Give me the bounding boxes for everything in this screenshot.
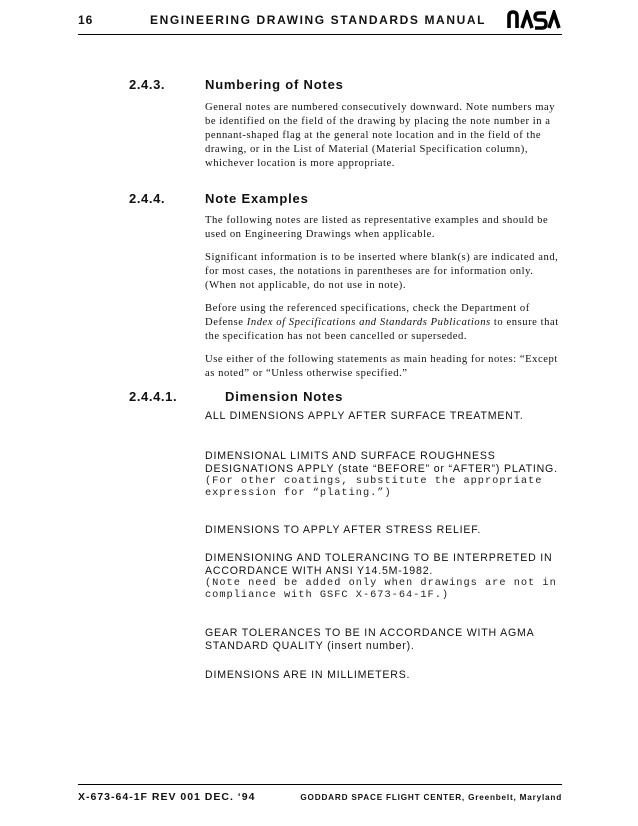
page-footer: [78, 784, 562, 811]
paragraph-numbering-of-notes: General notes are numbered consecutively downward. Note numbers may be identified on the field of the drawing by placing the note number in a pennant-shaped flag at the general note location and in the field of the drawing, or in the List of Material (Material Specification column), whichever location is more appropriate.: [205, 102, 556, 169]
paragraph-main-heading: Use either of the following statements as main heading for notes: “Except as noted” or “Unless otherwise specified.”: [205, 354, 558, 379]
section-number-2-4-3: 2.4.3.: [129, 77, 166, 92]
document-id: X-673-64-1F REV 001 DEC. ‘94: [78, 791, 256, 803]
section-title-dimension-notes: Dimension Notes: [225, 389, 344, 404]
section-number-2-4-4-1: 2.4.4.1.: [129, 389, 178, 404]
note-stress-relief: DIMENSIONS TO APPLY AFTER STRESS RELIEF.: [205, 524, 482, 536]
note-gear-tolerances: GEAR TOLERANCES TO BE IN ACCORDANCE WITH AGMA STANDARD QUALITY (insert number).: [205, 627, 534, 652]
page-header: [78, 8, 562, 35]
section-number-2-4-4: 2.4.4.: [129, 191, 166, 206]
note-plating-aside: (For other coatings, substitute the appropriate expression for “plating.”): [205, 475, 543, 499]
note-ansi-tolerancing: DIMENSIONING AND TOLERANCING TO BE INTERPRETED IN ACCORDANCE WITH ANSI Y14.5M-1982. (Note need be added only when drawings are not in compliance with GSFC X-673-64-1F.): [205, 552, 565, 601]
note-surface-treatment: ALL DIMENSIONS APPLY AFTER SURFACE TREATMENT.: [205, 410, 524, 422]
note-millimeters: DIMENSIONS ARE IN MILLIMETERS.: [205, 669, 411, 681]
section-title-numbering-of-notes: Numbering of Notes: [205, 77, 344, 92]
section-title-note-examples: Note Examples: [205, 191, 309, 206]
note-ansi-aside: (Note need be added only when drawings are not in compliance with GSFC X-673-64-1F.): [205, 577, 557, 601]
paragraph-referenced-specifications: Before using the referenced specifications, check the Department of Defense Index of Specifications and Standards Publications to ensure that the specification has not been cancelled or superseded.: [205, 303, 559, 342]
dod-index-title: Index of Specifications and Standards Publications: [246, 317, 491, 328]
note-plating: DIMENSIONAL LIMITS AND SURFACE ROUGHNESS DESIGNATIONS APPLY (state “BEFORE” or “AFTER”) PLATING. (For other coatings, substitute the appropriate expression for “plating.”): [205, 450, 565, 499]
page-number: 16: [78, 13, 94, 27]
paragraph-significant-information: Significant information is to be inserted where blank(s) are indicated and, for most cases, the notations in parentheses are for information only. (When not applicable, do not use in note).: [205, 252, 559, 291]
manual-title: ENGINEERING DRAWING STANDARDS MANUAL: [150, 13, 487, 27]
nasa-worm-logo-icon: [506, 10, 562, 35]
paragraph-representative-examples: The following notes are listed as representative examples and should be used on Engineering Drawings when applicable.: [205, 215, 549, 240]
goddard-address: GODDARD SPACE FLIGHT CENTER, Greenbelt, Maryland: [300, 793, 562, 802]
